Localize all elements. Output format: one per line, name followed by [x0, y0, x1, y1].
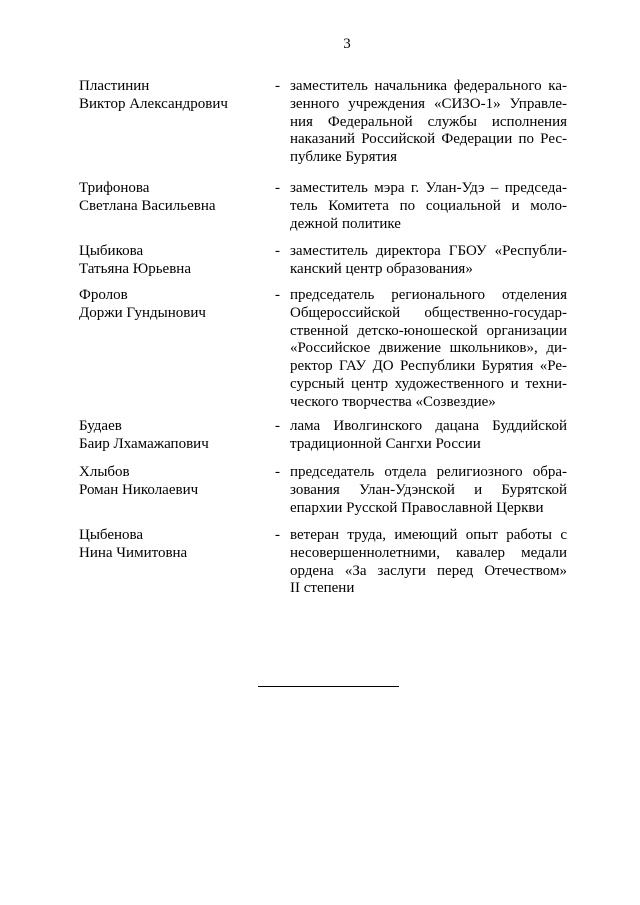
- member-name: [79, 243, 269, 279]
- position-line: ректор ГАУ ДО Республики Бурятия «Ре-: [290, 358, 567, 375]
- position-line: традиционной Сангхи России: [290, 435, 481, 452]
- member-name: [79, 464, 269, 500]
- separator-dash: -: [275, 243, 280, 259]
- member-surname: Трифонова: [79, 180, 150, 196]
- member-given-names: Нина Чимитовна: [79, 544, 188, 561]
- position-line: лама Иволгинского дацана Буддийской: [290, 418, 567, 434]
- position-line: сурсный центр художественного и техни-: [290, 375, 567, 392]
- position-line: «Российское движение школьников», ди-: [290, 340, 567, 357]
- member-given-names: Баир Лхамажапович: [79, 435, 209, 452]
- position-line: II степени: [290, 580, 355, 597]
- member-surname: Будаев: [79, 418, 122, 434]
- position-line: Общероссийской общественно-государ-: [290, 304, 567, 321]
- member-surname: Хлыбов: [79, 464, 130, 480]
- position-line: ния Федеральной службы исполнения: [290, 113, 567, 130]
- position-line: наказаний Российской Федерации по Рес-: [290, 131, 567, 148]
- separator-dash: -: [275, 78, 280, 94]
- member-surname: Фролов: [79, 287, 128, 303]
- member-surname: Цыбенова: [79, 527, 144, 543]
- position-line: ордена «За заслуги перед Отечеством»: [290, 562, 567, 579]
- member-name: [79, 527, 269, 563]
- member-given-names: Виктор Александрович: [79, 95, 228, 112]
- position-line: несовершеннолетними, кавалер медали: [290, 544, 567, 561]
- position-line: ственной детско-юношеской организации: [290, 322, 567, 339]
- position-line: заместитель директора ГБОУ «Республи-: [290, 243, 567, 259]
- position-line: председатель отдела религиозного обра-: [290, 464, 567, 480]
- separator-dash: -: [275, 527, 280, 543]
- member-position: [290, 464, 567, 517]
- separator-dash: -: [275, 464, 280, 480]
- member-position: [290, 527, 567, 598]
- member-given-names: Светлана Васильевна: [79, 197, 216, 214]
- position-line: ческого творчества «Созвездие»: [290, 393, 496, 410]
- position-line: ветеран труда, имеющий опыт работы с: [290, 527, 567, 543]
- page-number: 3: [343, 36, 351, 52]
- separator-dash: -: [275, 418, 280, 434]
- member-position: [290, 78, 567, 167]
- member-position: [290, 418, 567, 454]
- member-position: [290, 243, 567, 279]
- member-given-names: Доржи Гундынович: [79, 304, 206, 321]
- position-line: заместитель мэра г. Улан-Удэ – председа-: [290, 180, 567, 196]
- position-line: заместитель начальника федерального ка-: [290, 78, 567, 94]
- position-line: зенного учреждения «СИЗО-1» Управле-: [290, 95, 567, 112]
- position-line: зования Улан-Удэнской и Бурятской: [290, 481, 567, 498]
- member-given-names: Татьяна Юрьевна: [79, 260, 191, 277]
- member-given-names: Роман Николаевич: [79, 481, 199, 498]
- separator-dash: -: [275, 287, 280, 303]
- member-name: [79, 418, 269, 454]
- separator-dash: -: [275, 180, 280, 196]
- member-position: [290, 180, 567, 233]
- member-name: [79, 287, 269, 323]
- position-line: публике Бурятия: [290, 149, 398, 166]
- member-position: [290, 287, 567, 412]
- position-line: председатель регионального отделения: [290, 287, 567, 303]
- position-line: тель Комитета по социальной и моло-: [290, 197, 567, 214]
- member-name: [79, 180, 269, 216]
- closing-rule: [258, 686, 399, 687]
- position-line: дежной политике: [290, 215, 401, 232]
- position-line: канский центр образования»: [290, 260, 473, 277]
- member-name: [79, 78, 269, 114]
- member-surname: Пластинин: [79, 78, 150, 94]
- position-line: епархии Русской Православной Церкви: [290, 499, 544, 516]
- member-surname: Цыбикова: [79, 243, 144, 259]
